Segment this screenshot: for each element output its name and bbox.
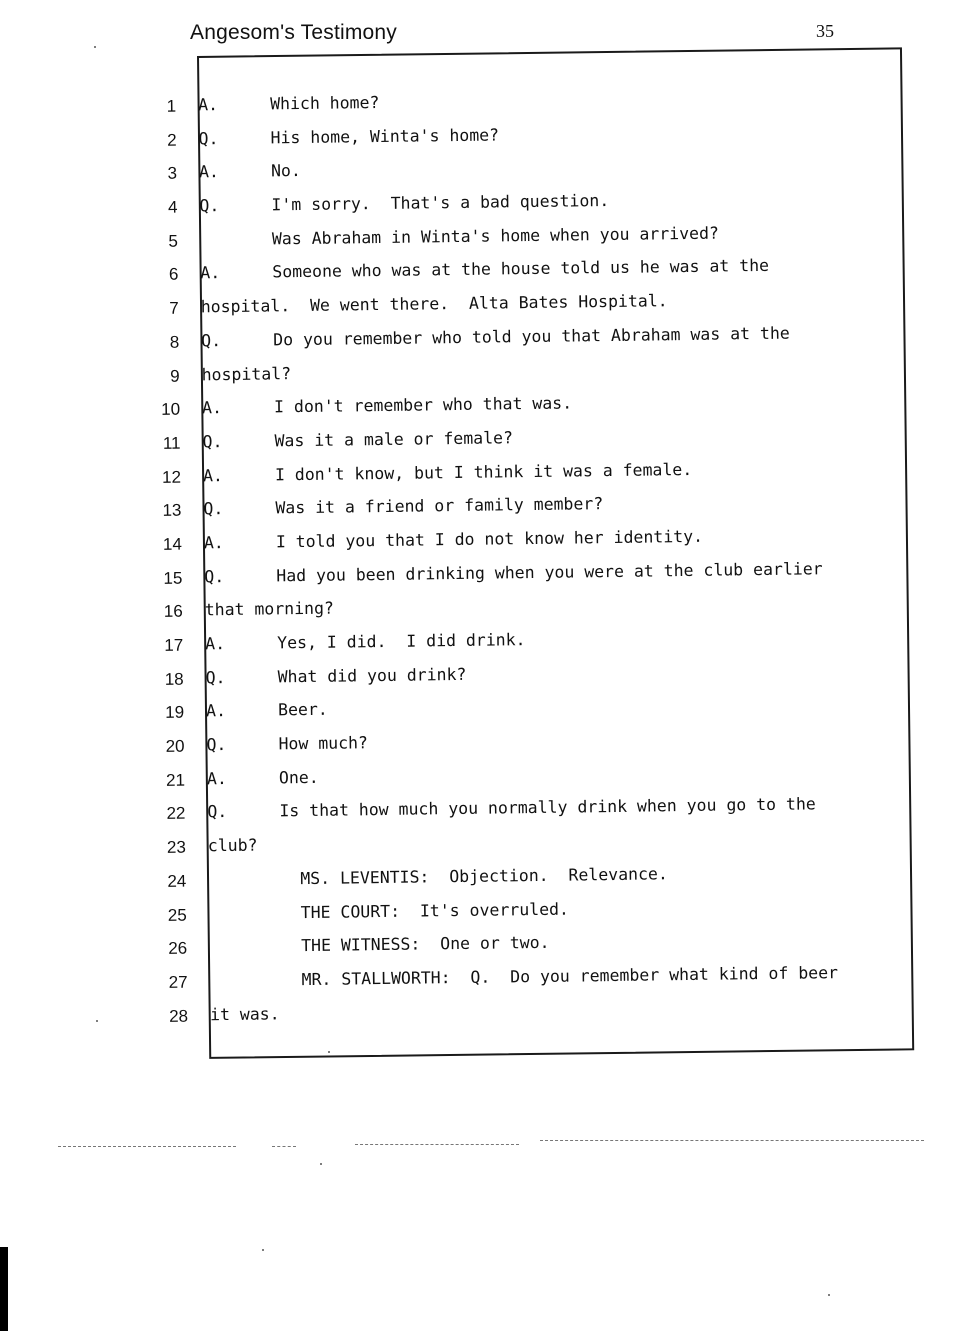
- scan-artifact-line: [540, 1140, 924, 1141]
- line-number: 24: [167, 871, 187, 891]
- line-number: 12: [161, 467, 182, 487]
- page-title: Angesom's Testimony: [190, 21, 398, 44]
- transcript-body: [150, 84, 902, 1037]
- line-text: No.: [270, 161, 301, 181]
- speaker-marker: A.: [202, 465, 223, 485]
- speaker-marker: Q.: [199, 196, 220, 216]
- speaker-marker: A.: [198, 95, 219, 115]
- line-text: Had you been drinking when you were at the club earlier: [276, 558, 823, 586]
- line-number: 9: [170, 366, 180, 386]
- line-text: I'm sorry. That's a bad question.: [271, 191, 610, 215]
- line-number: 23: [166, 837, 186, 857]
- line-text: Beer.: [277, 700, 328, 720]
- line-number: 8: [169, 332, 180, 352]
- speaker-marker: Q.: [205, 667, 226, 688]
- line-text: Yes, I did. I did drink.: [277, 630, 526, 653]
- line-number: 28: [169, 1006, 189, 1026]
- speaker-marker: A.: [201, 398, 223, 418]
- scan-artifact-line: [272, 1146, 296, 1147]
- line-text: How much?: [278, 733, 369, 754]
- line-number: 15: [163, 568, 183, 588]
- speaker-marker: Q.: [201, 330, 222, 351]
- line-number: 21: [165, 770, 186, 790]
- speaker-marker: A.: [205, 634, 226, 654]
- line-text: One.: [278, 767, 319, 788]
- line-text: Which home?: [270, 92, 380, 114]
- line-text: that morning?: [204, 598, 335, 620]
- scan-speck: [828, 1294, 830, 1296]
- line-text: I don't remember who that was.: [273, 393, 573, 417]
- line-text: His home, Winta's home?: [270, 125, 500, 148]
- scan-artifact-line: [355, 1144, 519, 1145]
- speaker-marker: A.: [205, 701, 227, 721]
- line-text: Was it a male or female?: [274, 428, 514, 451]
- speaker-marker: Q.: [203, 499, 224, 519]
- line-text: MR. STALLWORTH: Q. Do you remember what kind of beer: [301, 962, 839, 989]
- line-number: 6: [168, 265, 179, 285]
- scan-speck: [94, 46, 96, 48]
- line-number: 14: [162, 534, 183, 554]
- line-text: Was Abraham in Winta's home when you arrived?: [271, 223, 720, 249]
- line-text: THE COURT: It's overruled.: [300, 899, 570, 922]
- speaker-marker: A.: [203, 533, 224, 553]
- line-number: 1: [166, 96, 177, 116]
- speaker-marker: Q.: [206, 735, 227, 755]
- line-number: 4: [167, 197, 178, 217]
- line-text: Do you remember who told you that Abraham was at the: [273, 323, 790, 350]
- line-number: 26: [168, 938, 188, 959]
- scan-speck: [96, 1020, 98, 1022]
- line-text: it was.: [209, 1003, 280, 1024]
- line-number: 7: [169, 298, 179, 318]
- line-number: 27: [168, 972, 188, 992]
- line-text: club?: [207, 835, 258, 856]
- speaker-marker: Q.: [198, 128, 219, 149]
- line-text: THE WITNESS: One or two.: [301, 933, 550, 956]
- line-text: Is that how much you normally drink when you go to the: [279, 794, 816, 821]
- line-text: What did you drink?: [277, 664, 467, 687]
- speaker-marker: Q.: [204, 566, 225, 586]
- scan-speck: [262, 1249, 264, 1251]
- line-number: 18: [164, 669, 184, 689]
- line-number: 11: [162, 433, 181, 453]
- page-number: 35: [816, 21, 834, 41]
- scan-speck: [328, 1051, 330, 1053]
- line-number: 22: [166, 804, 186, 824]
- speaker-marker: A.: [198, 162, 220, 182]
- line-number: 19: [165, 702, 185, 723]
- line-text: I told you that I do not know her identity.: [275, 526, 704, 552]
- speaker-marker: Q.: [207, 802, 228, 822]
- line-number: 25: [167, 905, 187, 925]
- line-text: Was it a friend or family member?: [275, 494, 604, 518]
- line-text: hospital?: [201, 363, 292, 384]
- line-number: 3: [167, 164, 178, 184]
- line-text: Someone who was at the house told us he was at the: [272, 256, 770, 282]
- line-number: 13: [162, 500, 182, 521]
- line-text: hospital. We went there. Alta Bates Hospital.: [200, 291, 668, 317]
- line-number: 17: [164, 635, 184, 655]
- line-number: 16: [163, 601, 183, 622]
- speaker-marker: A.: [200, 263, 221, 283]
- line-number: 2: [167, 130, 177, 150]
- line-number: 5: [168, 231, 179, 251]
- scan-speck: [320, 1163, 322, 1165]
- speaker-marker: Q.: [202, 431, 223, 452]
- line-text: I don't know, but I think it was a female.: [274, 459, 693, 484]
- line-text: MS. LEVENTIS: Objection. Relevance.: [300, 864, 668, 888]
- line-number: 10: [161, 399, 181, 420]
- scan-edge-bar: [0, 1247, 8, 1331]
- scan-artifact-line: [58, 1146, 236, 1147]
- line-number: 20: [165, 736, 185, 756]
- speaker-marker: A.: [206, 768, 227, 789]
